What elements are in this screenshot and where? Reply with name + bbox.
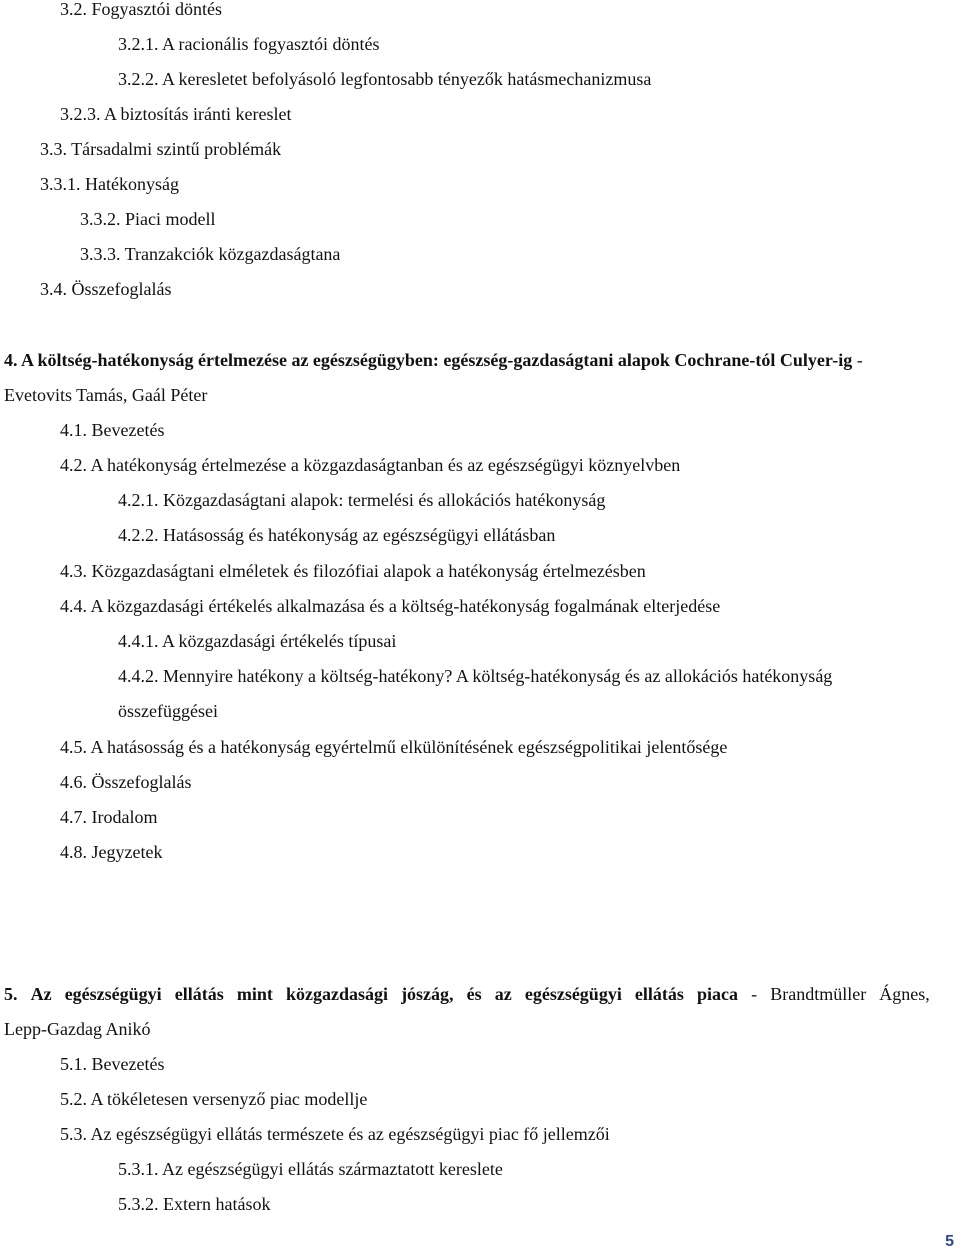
chapter-5-authors: Lepp-Gazdag Anikó bbox=[4, 1019, 151, 1039]
chapter-4-title-bold: 4. A költség-hatékonyság értelmezése az egészségügyben: egészség-gazdaságtani alapok Cochrane-tól Culyer-ig bbox=[4, 350, 853, 370]
toc-entry-4-4-2: 4.4.2. Mennyire hatékony a költség-hatékony? A költség-hatékonyság és az allokációs hatékonyság bbox=[118, 666, 833, 686]
chapter-5-title-word: az bbox=[494, 984, 512, 1004]
toc-entry-4-2-1: 4.2.1. Közgazdaságtani alapok: termelési és allokációs hatékonyság bbox=[118, 490, 606, 510]
chapter-5-title-word: Az bbox=[30, 984, 52, 1004]
chapter-5-author-word: Brandtmüller bbox=[770, 984, 867, 1004]
toc-entry-4-8: 4.8. Jegyzetek bbox=[60, 842, 163, 862]
toc-entry-3-3: 3.3. Társadalmi szintű problémák bbox=[40, 139, 282, 159]
chapter-5-title-word: ellátás bbox=[174, 984, 224, 1004]
toc-entry-3-3-1: 3.3.1. Hatékonyság bbox=[40, 174, 179, 194]
chapter-5-title-word: egészségügyi bbox=[524, 984, 622, 1004]
toc-entry-3-2: 3.2. Fogyasztói döntés bbox=[60, 0, 222, 19]
toc-entry-3-4: 3.4. Összefoglalás bbox=[40, 279, 172, 299]
toc-entry-4-2: 4.2. A hatékonyság értelmezése a közgazdaságtanban és az egészségügyi köznyelvben bbox=[60, 455, 681, 475]
toc-entry-4-6: 4.6. Összefoglalás bbox=[60, 772, 192, 792]
chapter-5-title-word: közgazdasági bbox=[285, 984, 388, 1004]
toc-entry-5-3-2: 5.3.2. Extern hatások bbox=[118, 1194, 271, 1214]
chapter-5-title-word: és bbox=[466, 984, 482, 1004]
chapter-4-title-dash: - bbox=[852, 350, 863, 370]
chapter-5-title-word: egészségügyi bbox=[64, 984, 162, 1004]
toc-entry-3-2-1: 3.2.1. A racionális fogyasztói döntés bbox=[118, 34, 380, 54]
toc-entry-4-1: 4.1. Bevezetés bbox=[60, 420, 165, 440]
toc-entry-3-3-3: 3.3.3. Tranzakciók közgazdaságtana bbox=[80, 244, 341, 264]
chapter-5-author-word: Ágnes, bbox=[879, 984, 930, 1004]
toc-entry-4-7: 4.7. Irodalom bbox=[60, 807, 158, 827]
toc-entry-3-3-2: 3.3.2. Piaci modell bbox=[80, 209, 216, 229]
chapter-5-title-word: 5. bbox=[4, 984, 18, 1004]
toc-entry-3-2-2: 3.2.2. A keresletet befolyásoló legfontosabb tényezők hatásmechanizmusa bbox=[118, 69, 652, 89]
toc-entry-5-1: 5.1. Bevezetés bbox=[60, 1054, 165, 1074]
chapter-5-title bbox=[4, 983, 930, 1005]
chapter-4-authors: Evetovits Tamás, Gaál Péter bbox=[4, 385, 208, 405]
toc-entry-5-3: 5.3. Az egészségügyi ellátás természete és az egészségügyi piac fő jellemzői bbox=[60, 1124, 610, 1144]
toc-entry-4-5: 4.5. A hatásosság és a hatékonyság egyértelmű elkülönítésének egészségpolitikai jelentősége bbox=[60, 737, 728, 757]
toc-entry-5-3-1: 5.3.1. Az egészségügyi ellátás származtatott kereslete bbox=[118, 1159, 503, 1179]
toc-entry-4-3: 4.3. Közgazdaságtani elméletek és filozófiai alapok a hatékonyság értelmezésben bbox=[60, 561, 646, 581]
toc-entry-4-2-2: 4.2.2. Hatásosság és hatékonyság az egészségügyi ellátásban bbox=[118, 525, 556, 545]
chapter-5-title-word: jószág, bbox=[401, 984, 454, 1004]
chapter-5-title-word: ellátás bbox=[634, 984, 684, 1004]
chapter-5-title-word: mint bbox=[236, 984, 273, 1004]
page-number: 5 bbox=[945, 1233, 954, 1250]
chapter-4-title bbox=[4, 349, 863, 371]
toc-entry-4-4-2-continuation: összefüggései bbox=[118, 701, 218, 721]
toc-entry-4-4: 4.4. A közgazdasági értékelés alkalmazása és a költség-hatékonyság fogalmának elterjedése bbox=[60, 596, 721, 616]
toc-entry-4-4-1: 4.4.1. A közgazdasági értékelés típusai bbox=[118, 631, 397, 651]
toc-entry-3-2-3: 3.2.3. A biztosítás iránti kereslet bbox=[60, 104, 292, 124]
chapter-5-title-word: piaca bbox=[697, 984, 739, 1004]
chapter-5-title-dash: - bbox=[751, 984, 758, 1004]
toc-entry-5-2: 5.2. A tökéletesen versenyző piac modellje bbox=[60, 1089, 368, 1109]
